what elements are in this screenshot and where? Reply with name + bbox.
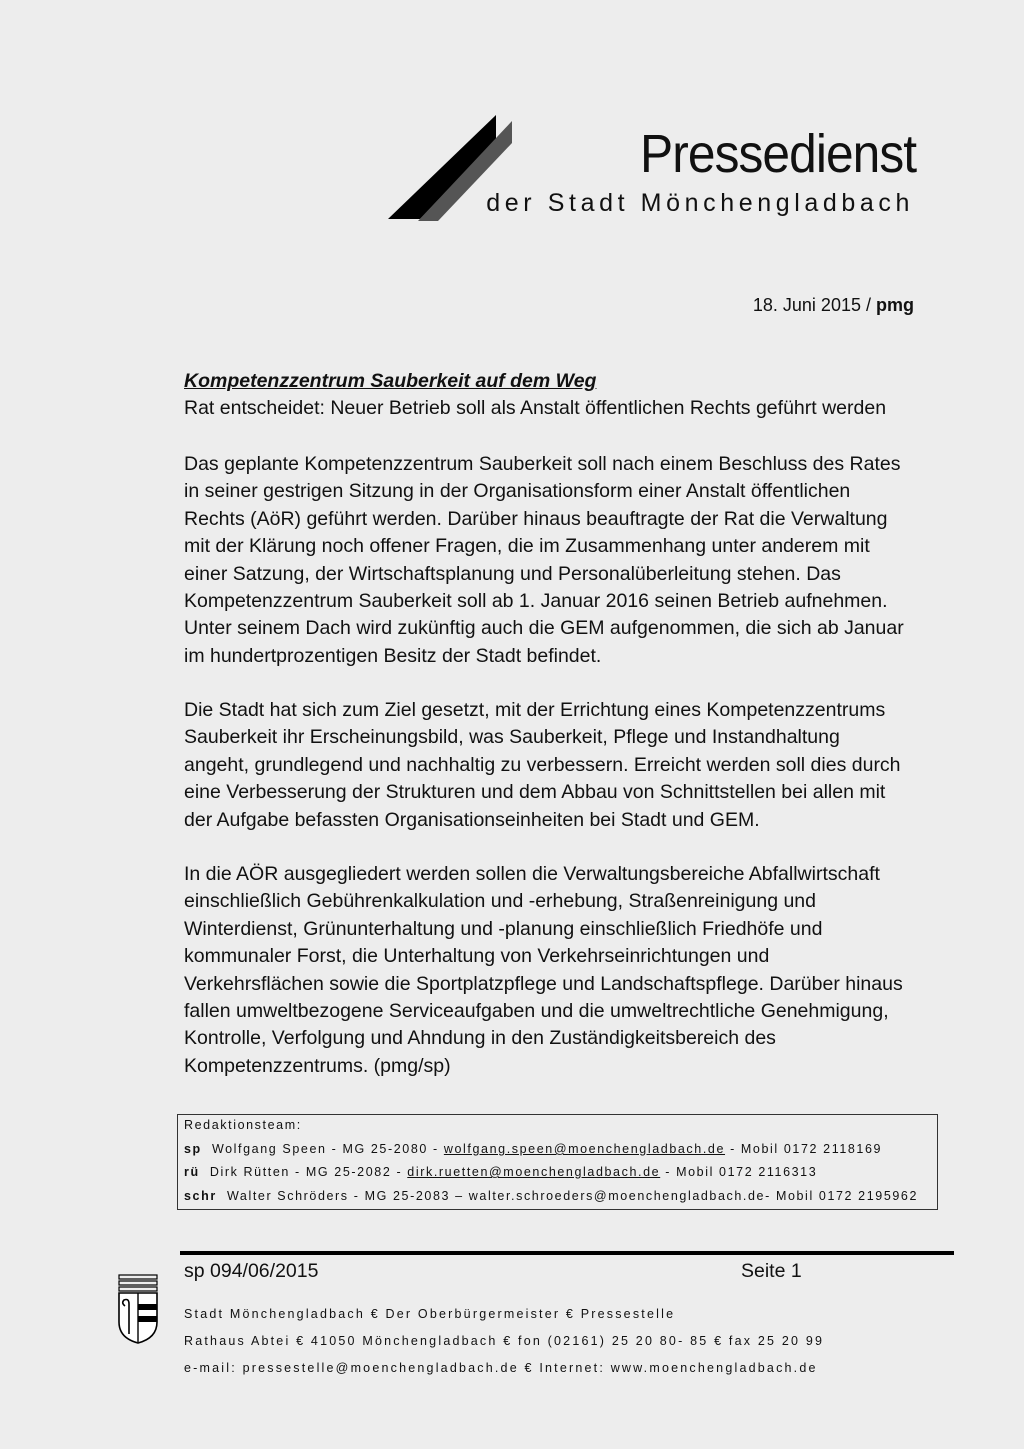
headline: Kompetenzzentrum Sauberkeit auf dem Weg — [184, 370, 597, 392]
member-code: rü — [184, 1165, 200, 1179]
paragraph-1 — [184, 451, 964, 670]
paragraph-line: Die Stadt hat sich zum Ziel gesetzt, mit der Errichtung eines Kompetenzzentrums — [184, 699, 886, 721]
coat-of-arms-icon — [117, 1274, 159, 1344]
paragraph-line: Kompetenzzentrums. (pmg/sp) — [184, 1054, 451, 1077]
member-email-link[interactable]: wolfgang.speen@moenchengladbach.de — [443, 1142, 726, 1156]
paragraph-line: Unter seinem Dach wird zukünftig auch die GEM aufgenommen, die sich ab Januar — [184, 617, 904, 640]
paragraph-line: Das geplante Kompetenzzentrum Sauberkeit soll nach einem Beschluss des Rates — [184, 453, 901, 475]
member-info: Walter Schröders - MG 25-2083 – — [226, 1189, 469, 1203]
paragraph-line: Rechts (AöR) geführt werden. Darüber hinaus beauftragte der Rat die Verwaltung — [184, 507, 888, 530]
date: 18. Juni 2015 / — [752, 295, 871, 315]
member-mobile: - Mobil 0172 2195962 — [765, 1189, 919, 1203]
author-code: pmg — [876, 295, 914, 315]
team-member-row — [184, 1165, 817, 1179]
paragraph-line: In die AÖR ausgegliedert werden sollen die Verwaltungsbereiche Abfallwirtschaft — [184, 863, 880, 885]
paragraph-line: der Aufgabe befassten Organisationseinheiten bei Stadt und GEM. — [184, 808, 760, 831]
member-email-link[interactable]: dirk.ruetten@moenchengladbach.de — [407, 1165, 661, 1179]
date-line — [753, 295, 914, 316]
subheadline: Rat entscheidet: Neuer Betrieb soll als Anstalt öffentlichen Rechts geführt werden — [184, 397, 887, 419]
member-email: walter.schroeders@moenchengladbach.de — [468, 1189, 766, 1203]
paragraph-line: Kontrolle, Verfolgung und Ahndung in den Zuständigkeitsbereich des — [184, 1027, 776, 1050]
paragraph-line: einschließlich Gebührenkalkulation und -erhebung, Straßenreinigung und — [184, 890, 816, 913]
footer-divider — [180, 1251, 954, 1255]
paragraph-line: Kompetenzzentrum Sauberkeit soll ab 1. Januar 2016 seinen Betrieb aufnehmen. — [184, 590, 888, 613]
paragraph-3 — [184, 861, 964, 1080]
paragraph-line: im hundertprozentigen Besitz der Stadt befindet. — [184, 644, 602, 667]
member-info: Wolfgang Speen - MG 25-2080 - — [211, 1142, 444, 1156]
footer-address-line: Rathaus Abtei € 41050 Mönchengladbach € fon (02161) 25 20 80- 85 € fax 25 20 99 — [184, 1334, 825, 1348]
member-mobile: - Mobil 0172 2118169 — [725, 1142, 883, 1156]
paragraph-line: fallen umweltbezogene Serviceaufgaben und die umweltrechtliche Genehmigung, — [184, 1000, 889, 1023]
page-number: Seite 1 — [741, 1260, 802, 1282]
document-id: sp 094/06/2015 — [184, 1260, 319, 1282]
paragraph-line: Verkehrsflächen sowie die Sportplatzpflege und Landschaftspflege. Darüber hinaus — [184, 972, 903, 995]
team-member-row — [184, 1189, 918, 1203]
paragraph-line: kommunaler Forst, die Unterhaltung von Verkehrseinrichtungen und — [184, 945, 770, 968]
team-member-row — [184, 1142, 882, 1156]
paragraph-line: eine Verbesserung der Strukturen und dem Abbau von Schnittstellen bei allen mit — [184, 781, 886, 804]
footer-contact-line: e-mail: pressestelle@moenchengladbach.de € Internet: www.moenchengladbach.de — [184, 1361, 818, 1375]
member-mobile: - Mobil 0172 2116313 — [660, 1165, 818, 1179]
paragraph-line: einer Satzung, der Wirtschaftsplanung und Personalüberleitung stehen. Das — [184, 562, 841, 585]
paragraph-2 — [184, 697, 964, 834]
paragraph-line: mit der Klärung noch offener Fragen, die im Zusammenhang unter anderem mit — [184, 535, 870, 558]
footer-address-line: Stadt Mönchengladbach € Der Oberbürgermeister € Pressestelle — [184, 1307, 676, 1321]
brand-title: Pressedienst — [639, 124, 916, 184]
paragraph-line: Winterdienst, Grünunterhaltung und -planung einschließlich Friedhöfe und — [184, 917, 823, 940]
editorial-team-box — [177, 1114, 938, 1210]
brand-subtitle: der Stadt Mönchengladbach — [486, 189, 914, 217]
team-heading: Redaktionsteam: — [184, 1118, 302, 1132]
paragraph-line: in seiner gestrigen Sitzung in der Organisationsform einer Anstalt öffentlichen — [184, 480, 851, 503]
member-code: schr — [184, 1189, 217, 1203]
member-info: Dirk Rütten - MG 25-2082 - — [209, 1165, 408, 1179]
paragraph-line: Sauberkeit ihr Erscheinungsbild, was Sauberkeit, Pflege und Instandhaltung — [184, 726, 840, 749]
paragraph-line: angeht, grundlegend und nachhaltig zu verbessern. Erreicht werden soll dies durch — [184, 753, 901, 776]
member-code: sp — [184, 1142, 202, 1156]
